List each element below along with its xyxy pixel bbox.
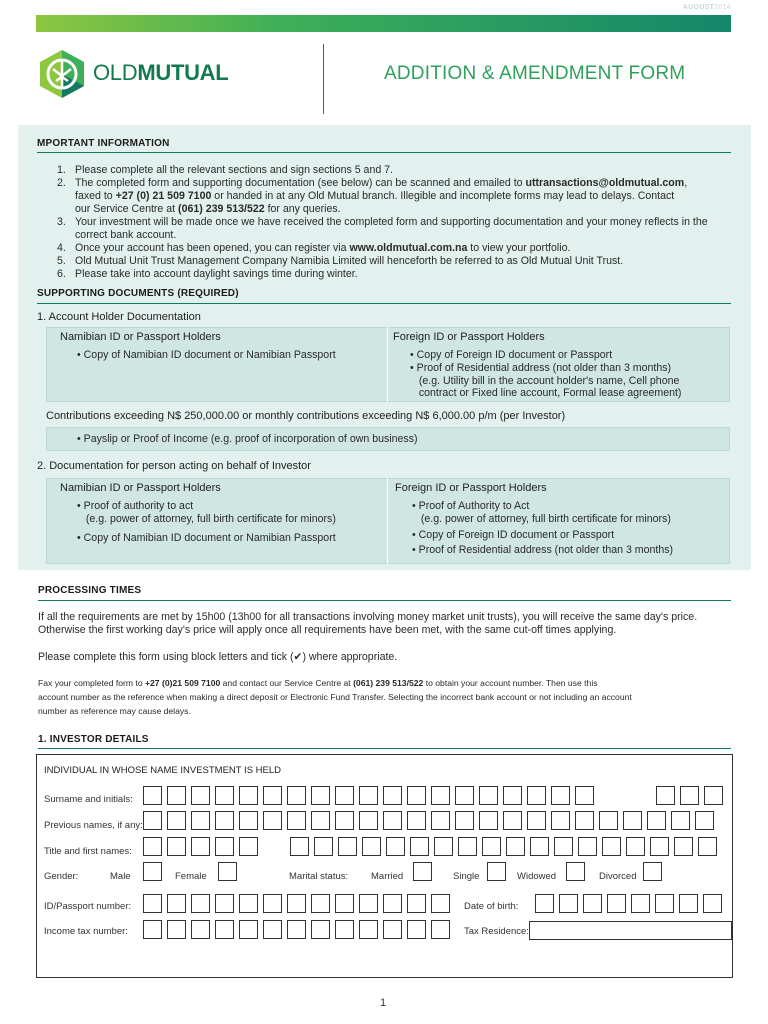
- date-of-birth-char-box[interactable]: [703, 894, 722, 913]
- surname-char-box[interactable]: [167, 786, 186, 805]
- id-passport-char-box[interactable]: [311, 894, 330, 913]
- id-passport-char-box[interactable]: [191, 894, 210, 913]
- foreign-holders-heading: Foreign ID or Passport Holders: [395, 482, 547, 494]
- marital-divorced-checkbox[interactable]: [643, 862, 662, 881]
- previous-names-char-box[interactable]: [455, 811, 474, 830]
- investor-details-heading: 1. INVESTOR DETAILS: [38, 734, 149, 745]
- date-of-birth-char-box[interactable]: [655, 894, 674, 913]
- first-names-char-box[interactable]: [410, 837, 429, 856]
- income-tax-char-box[interactable]: [335, 920, 354, 939]
- id-passport-char-box[interactable]: [431, 894, 450, 913]
- surname-char-box[interactable]: [143, 786, 162, 805]
- income-tax-char-box[interactable]: [311, 920, 330, 939]
- previous-names-char-box[interactable]: [551, 811, 570, 830]
- header-gradient-bar: [36, 15, 731, 32]
- first-names-char-box[interactable]: [674, 837, 693, 856]
- section-rule: [37, 303, 731, 304]
- box-divider: [387, 327, 388, 402]
- id-passport-char-box[interactable]: [263, 894, 282, 913]
- list-item: • Proof of Residential address (not older than 3 months): [412, 544, 674, 556]
- previous-names-char-box[interactable]: [695, 811, 714, 830]
- list-item: • Copy of Namibian ID document or Namibian Passport: [77, 532, 336, 544]
- income-tax-char-box[interactable]: [359, 920, 378, 939]
- previous-names-char-box[interactable]: [671, 811, 690, 830]
- first-names-char-box[interactable]: [482, 837, 501, 856]
- id-passport-char-box[interactable]: [167, 894, 186, 913]
- first-names-char-box[interactable]: [626, 837, 645, 856]
- list-item: • Proof of Authority to Act (e.g. power of attorney, full birth certificate for minors): [412, 500, 671, 525]
- surname-char-box[interactable]: [455, 786, 474, 805]
- previous-names-char-box[interactable]: [383, 811, 402, 830]
- id-passport-char-box[interactable]: [359, 894, 378, 913]
- surname-char-box[interactable]: [383, 786, 402, 805]
- first-names-char-box[interactable]: [530, 837, 549, 856]
- list-item: 3. Your investment will be made once we have received the completed form and supporting documentation and your money reflects in the correct bank account.: [57, 216, 708, 241]
- acting-person-docs-heading: 2. Documentation for person acting on behalf of Investor: [37, 460, 311, 472]
- previous-names-char-box[interactable]: [191, 811, 210, 830]
- id-passport-char-box[interactable]: [335, 894, 354, 913]
- email-address: uttransactions@oldmutual.com: [525, 177, 685, 189]
- income-tax-char-box[interactable]: [239, 920, 258, 939]
- income-tax-char-box[interactable]: [383, 920, 402, 939]
- list-item: • Proof of authority to act (e.g. power of attorney, full birth certificate for minors): [77, 500, 336, 525]
- marital-married-checkbox[interactable]: [413, 862, 432, 881]
- first-names-char-box[interactable]: [338, 837, 357, 856]
- date-of-birth-char-box[interactable]: [607, 894, 626, 913]
- title-char-box[interactable]: [167, 837, 186, 856]
- title-label: Title and first names:: [44, 846, 132, 857]
- account-holder-docs-heading: 1. Account Holder Documentation: [37, 311, 201, 323]
- income-tax-char-box[interactable]: [191, 920, 210, 939]
- namibian-holders-heading: Namibian ID or Passport Holders: [60, 482, 221, 494]
- title-char-box[interactable]: [239, 837, 258, 856]
- surname-char-box[interactable]: [551, 786, 570, 805]
- tax-residence-input[interactable]: [529, 921, 732, 940]
- form-title: ADDITION & AMENDMENT FORM: [384, 63, 686, 84]
- list-item: • Payslip or Proof of Income (e.g. proof of incorporation of own business): [77, 433, 418, 445]
- processing-times-heading: PROCESSING TIMES: [38, 585, 142, 596]
- surname-char-box[interactable]: [407, 786, 426, 805]
- previous-names-char-box[interactable]: [479, 811, 498, 830]
- surname-char-box[interactable]: [191, 786, 210, 805]
- date-of-birth-char-box[interactable]: [679, 894, 698, 913]
- contributions-note: Contributions exceeding N$ 250,000.00 or monthly contributions exceeding N$ 6,000.00 p/m (per Investor): [46, 410, 566, 422]
- surname-char-box[interactable]: [704, 786, 723, 805]
- date-of-birth-label: Date of birth:: [464, 901, 519, 912]
- tax-residence-label: Tax Residence:: [464, 926, 529, 937]
- id-passport-char-box[interactable]: [287, 894, 306, 913]
- first-names-char-box[interactable]: [506, 837, 525, 856]
- website-link[interactable]: www.oldmutual.com.na: [349, 242, 468, 254]
- previous-names-char-box[interactable]: [407, 811, 426, 830]
- fax-instruction: Fax your completed form to +27 (0)21 509 7100 and contact our Service Centre at (061) 239 513/522 to obtain your account number. Then use this account number as the reference when making a direct deposit or Electronic Fund Transfer. Selecting the incorrect bank account or not including an account number as reference may cause delays.: [38, 678, 632, 716]
- tick-icon: ✔: [293, 651, 303, 663]
- id-passport-char-box[interactable]: [215, 894, 234, 913]
- widowed-label: Widowed: [517, 871, 557, 882]
- surname-char-box[interactable]: [575, 786, 594, 805]
- previous-names-char-box[interactable]: [599, 811, 618, 830]
- important-info-heading: MPORTANT INFORMATION: [37, 138, 170, 149]
- first-names-char-box[interactable]: [290, 837, 309, 856]
- box-divider: [387, 478, 388, 564]
- foreign-holders-heading: Foreign ID or Passport Holders: [393, 331, 545, 343]
- first-names-char-box[interactable]: [698, 837, 717, 856]
- previous-names-char-box[interactable]: [167, 811, 186, 830]
- section-rule: [38, 748, 731, 749]
- old-mutual-logo: OLDMUTUAL: [36, 49, 266, 99]
- tree-emblem-icon: [36, 49, 88, 99]
- id-passport-char-box[interactable]: [407, 894, 426, 913]
- id-passport-char-box[interactable]: [383, 894, 402, 913]
- first-names-char-box[interactable]: [554, 837, 573, 856]
- list-item: • Copy of Foreign ID document or Passport: [410, 349, 613, 361]
- gender-label: Gender:: [44, 871, 79, 882]
- surname-char-box[interactable]: [263, 786, 282, 805]
- form-date: AUGUST2014: [682, 4, 731, 11]
- surname-char-box[interactable]: [527, 786, 546, 805]
- investor-box-title: INDIVIDUAL IN WHOSE NAME INVESTMENT IS HELD: [44, 765, 282, 776]
- income-tax-char-box[interactable]: [215, 920, 234, 939]
- date-of-birth-char-box[interactable]: [559, 894, 578, 913]
- divorced-label: Divorced: [599, 871, 637, 882]
- surname-char-box[interactable]: [335, 786, 354, 805]
- id-passport-char-box[interactable]: [143, 894, 162, 913]
- surname-char-box[interactable]: [479, 786, 498, 805]
- previous-names-char-box[interactable]: [215, 811, 234, 830]
- gender-female-checkbox[interactable]: [218, 862, 237, 881]
- marital-single-checkbox[interactable]: [487, 862, 506, 881]
- previous-names-char-box[interactable]: [623, 811, 642, 830]
- income-tax-char-box[interactable]: [287, 920, 306, 939]
- previous-names-char-box[interactable]: [143, 811, 162, 830]
- surname-char-box[interactable]: [680, 786, 699, 805]
- income-tax-label: Income tax number:: [44, 926, 128, 937]
- surname-char-box[interactable]: [431, 786, 450, 805]
- first-names-char-box[interactable]: [458, 837, 477, 856]
- page-number: 1: [380, 997, 387, 1009]
- processing-text: If all the requirements are met by 15h00 (13h00 for all transactions involving money market unit trusts), you will receive the same day's price. Otherwise the first working day's price will apply once all requirements have been met, with the same cut-off times applying.: [38, 611, 698, 636]
- supporting-docs-heading: SUPPORTING DOCUMENTS (REQUIRED): [37, 288, 239, 299]
- section-rule: [37, 152, 731, 153]
- surname-char-box[interactable]: [503, 786, 522, 805]
- first-names-char-box[interactable]: [362, 837, 381, 856]
- important-info-list: [57, 164, 737, 281]
- income-tax-char-box[interactable]: [143, 920, 162, 939]
- previous-names-char-box[interactable]: [287, 811, 306, 830]
- previous-names-char-box[interactable]: [359, 811, 378, 830]
- income-tax-char-box[interactable]: [167, 920, 186, 939]
- surname-char-box[interactable]: [215, 786, 234, 805]
- previous-names-label: Previous names, if any:: [44, 820, 143, 831]
- previous-names-char-box[interactable]: [431, 811, 450, 830]
- previous-names-char-box[interactable]: [647, 811, 666, 830]
- list-item: 1. Please complete all the relevant sections and sign sections 5 and 7.: [57, 164, 394, 176]
- title-char-box[interactable]: [143, 837, 162, 856]
- first-names-char-box[interactable]: [650, 837, 669, 856]
- first-names-char-box[interactable]: [602, 837, 621, 856]
- namibian-holders-heading: Namibian ID or Passport Holders: [60, 331, 221, 343]
- list-item: 2. The completed form and supporting documentation (see below) can be scanned and emailed to uttransactions@oldmutual.com, faxed to +27 (0) 21 509 7100 or handed in at any Old Mutual branch. Illegible and incomplete forms may lead to delays. Contact our Service Centre at (061) 239 513/522 for any queries.: [57, 177, 688, 215]
- list-item: • Copy of Foreign ID document or Passport: [412, 529, 615, 541]
- list-item: 6. Please take into account daylight savings time during winter.: [57, 268, 358, 280]
- previous-names-char-box[interactable]: [575, 811, 594, 830]
- date-of-birth-char-box[interactable]: [535, 894, 554, 913]
- female-label: Female: [175, 871, 207, 882]
- surname-char-box[interactable]: [656, 786, 675, 805]
- first-names-char-box[interactable]: [578, 837, 597, 856]
- previous-names-char-box[interactable]: [527, 811, 546, 830]
- income-tax-char-box[interactable]: [263, 920, 282, 939]
- married-label: Married: [371, 871, 404, 882]
- list-item: 5. Old Mutual Unit Trust Management Company Namibia Limited will henceforth be referred to as Old Mutual Unit Trust.: [57, 255, 624, 267]
- surname-label: Surname and initials:: [44, 794, 133, 805]
- first-names-char-box[interactable]: [386, 837, 405, 856]
- id-passport-char-box[interactable]: [239, 894, 258, 913]
- first-names-char-box[interactable]: [314, 837, 333, 856]
- income-tax-char-box[interactable]: [431, 920, 450, 939]
- date-of-birth-char-box[interactable]: [631, 894, 650, 913]
- income-tax-char-box[interactable]: [407, 920, 426, 939]
- section-rule: [38, 600, 731, 601]
- title-char-box[interactable]: [191, 837, 210, 856]
- block-letters-instruction: Please complete this form using block letters and tick (✔) where appropriate.: [38, 651, 398, 663]
- previous-names-char-box[interactable]: [263, 811, 282, 830]
- previous-names-char-box[interactable]: [239, 811, 258, 830]
- id-passport-label: ID/Passport number:: [44, 901, 132, 912]
- header-divider: [323, 44, 324, 114]
- marital-status-label: Marital status:: [289, 871, 349, 882]
- title-char-box[interactable]: [215, 837, 234, 856]
- first-names-char-box[interactable]: [434, 837, 453, 856]
- male-label: Male: [110, 871, 131, 882]
- date-of-birth-char-box[interactable]: [583, 894, 602, 913]
- surname-char-box[interactable]: [239, 786, 258, 805]
- marital-widowed-checkbox[interactable]: [566, 862, 585, 881]
- previous-names-char-box[interactable]: [311, 811, 330, 830]
- single-label: Single: [453, 871, 480, 882]
- surname-char-box[interactable]: [359, 786, 378, 805]
- previous-names-char-box[interactable]: [335, 811, 354, 830]
- surname-char-box[interactable]: [311, 786, 330, 805]
- list-item: • Proof of Residential address (not older than 3 months) (e.g. Utility bill in the account holder's name, Cell phone contract or Fixed line account, Formal lease agreement): [410, 362, 682, 399]
- list-item: 4. Once your account has been opened, you can register via www.oldmutual.com.na to view your portfolio.: [57, 242, 571, 254]
- gender-male-checkbox[interactable]: [143, 862, 162, 881]
- surname-char-box[interactable]: [287, 786, 306, 805]
- list-item: • Copy of Namibian ID document or Namibian Passport: [77, 349, 336, 361]
- previous-names-char-box[interactable]: [503, 811, 522, 830]
